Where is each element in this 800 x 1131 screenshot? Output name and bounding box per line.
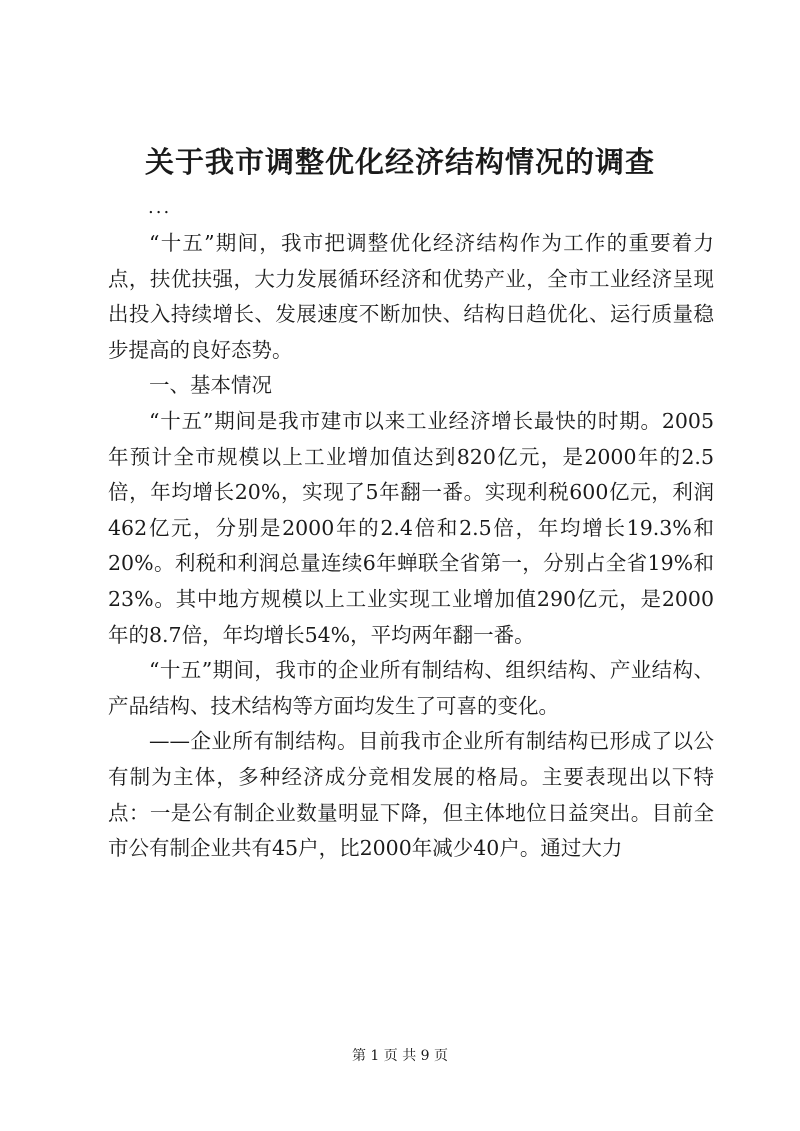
document-body xyxy=(108,226,714,867)
paragraph-structure-changes: “十五”期间，我市的企业所有制结构、组织结构、产业结构、产品结构、技术结构等方面均发生了可喜的变化。 xyxy=(108,658,714,718)
page-number-footer: 第 1 页 共 9 页 xyxy=(351,1048,449,1064)
section-heading-basic-situation: 一、基本情况 xyxy=(149,373,272,398)
paragraph-ownership-structure: ——企业所有制结构。目前我市企业所有制结构已形成了以公有制为主体，多种经济成分竞相发展的格局。主要表现出以下特点：一是公有制企业数量明显下降，但主体地位日益突出。目前全市公有制企业共有45户，比2000年减少40户。通过大力 xyxy=(108,729,714,861)
document-title: 关于我市调整优化经济结构情况的调查 xyxy=(144,145,655,179)
paragraph-intro: “十五”期间，我市把调整优化经济结构作为工作的重要着力点，扶优扶强，大力发展循环经济和优势产业，全市工业经济呈现出投入持续增长、发展速度不断加快、结构日趋优化、运行质量稳步提高的良好态势。 xyxy=(108,231,714,362)
ellipsis-marker: ... xyxy=(148,197,172,218)
paragraph-growth-stats: “十五”期间是我市建市以来工业经济增长最快的时期。2005年预计全市规模以上工业增加值达到820亿元，是2000年的2.5倍，年均增长20%，实现了5年翻一番。实现利税600亿元，利润462亿元，分别是2000年的2.4倍和2.5倍，年均增长19.3%和20%。利税和利润总量连续6年蝉联全省第一，分别占全省19%和23%。其中地方规模以上工业实现工业增加值290亿元，是2000年的8.7倍，年均增长54%，平均两年翻一番。 xyxy=(108,408,714,647)
